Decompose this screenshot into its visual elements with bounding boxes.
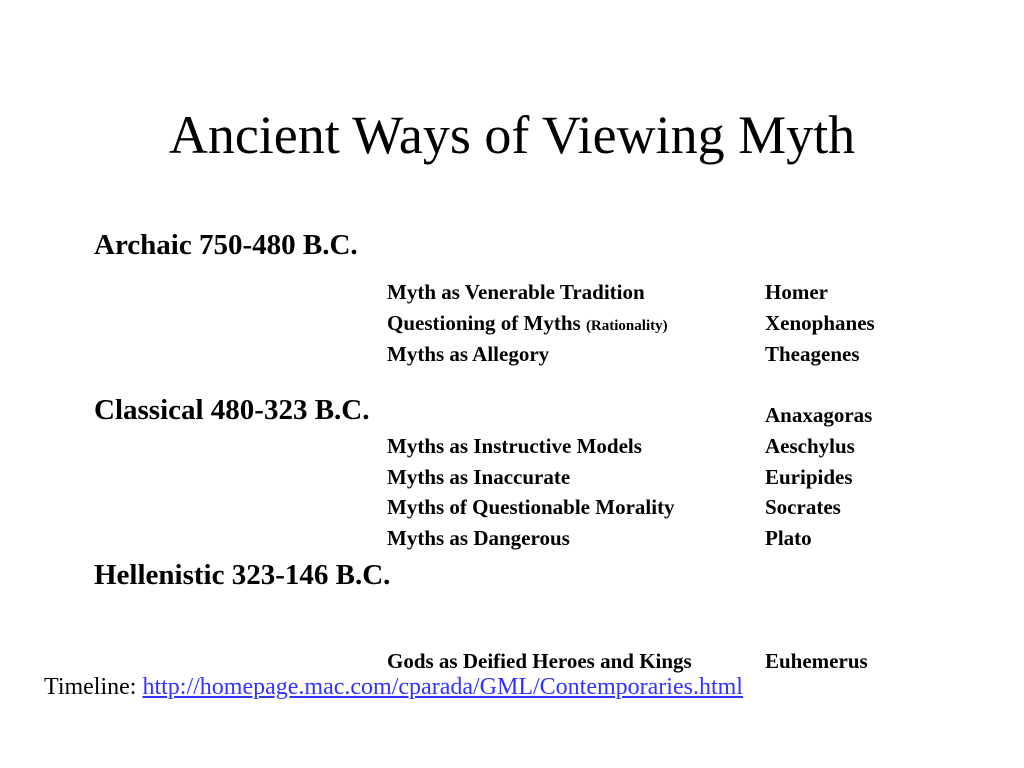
- view-text: Gods as Deified Heroes and Kings: [387, 649, 692, 673]
- view-text: Myth as Venerable Tradition: [387, 280, 645, 304]
- era-heading-archaic: Archaic 750-480 B.C.: [94, 229, 358, 261]
- timeline-link[interactable]: http://homepage.mac.com/cparada/GML/Contemporaries.html: [142, 674, 743, 700]
- philosopher-name: Plato: [765, 526, 812, 550]
- philosopher-name: Anaxagoras: [765, 403, 873, 427]
- philosopher-name: Euripides: [765, 465, 853, 489]
- timeline-label: Timeline:: [44, 674, 137, 700]
- view-text: Myths as Instructive Models: [387, 434, 642, 458]
- view-text: Myths as Allegory: [387, 342, 550, 366]
- view-note: (Rationality): [585, 318, 668, 334]
- philosopher-name: Theagenes: [765, 342, 860, 366]
- era-heading-classical: Classical 480-323 B.C.: [94, 394, 370, 426]
- philosopher-name: Euhemerus: [765, 649, 868, 673]
- era-heading-hellenistic: Hellenistic 323-146 B.C.: [94, 559, 391, 591]
- philosopher-name: Socrates: [765, 495, 841, 519]
- philosopher-name: Xenophanes: [765, 311, 875, 335]
- view-text: Myths of Questionable Morality: [387, 495, 675, 519]
- philosopher-name: Homer: [765, 280, 828, 304]
- view-text: Myths as Inaccurate: [387, 465, 571, 489]
- philosopher-name: Aeschylus: [765, 434, 855, 458]
- slide-title: Ancient Ways of Viewing Myth: [168, 105, 856, 165]
- view-text-with-note: [387, 310, 668, 339]
- view-text: Myths as Dangerous: [387, 526, 570, 550]
- timeline-footer: [44, 672, 743, 702]
- view-text: Questioning of Myths: [387, 311, 581, 335]
